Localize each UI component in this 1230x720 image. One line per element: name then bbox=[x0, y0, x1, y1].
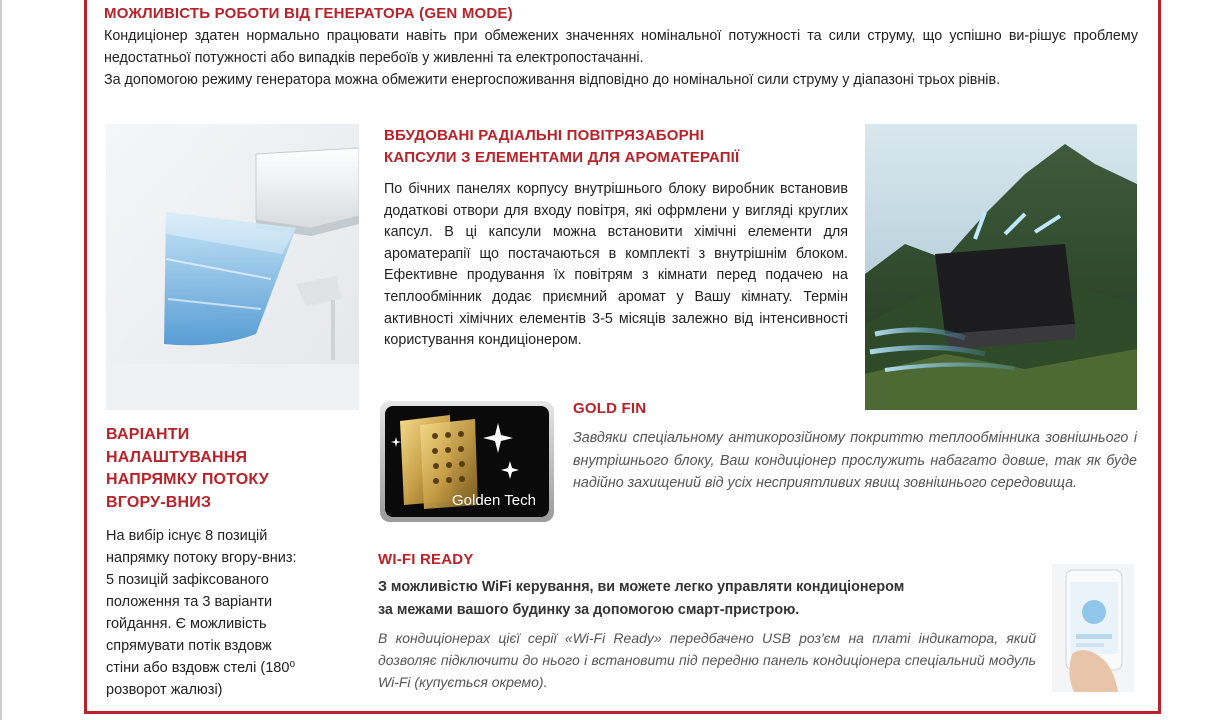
gold-fin-text: Завдяки спеціальному антикорозійному покриттю теплообмінника зовнішнього і внутрішнього блоку, Ваш кондиціонер прослужить набагато довше, так як буде надійно захищений від усіх несприятливих явищ зовнішнього середовища. bbox=[573, 430, 1137, 491]
golden-tech-badge bbox=[380, 401, 554, 522]
direction-text-line: спрямувати потік вздовж bbox=[106, 638, 272, 654]
capsules-title-line-2: КАПСУЛИ З ЕЛЕМЕНТАМИ ДЛЯ АРОМАТЕРАПІЇ bbox=[384, 149, 740, 166]
wifi-bold-line-1: З можливістю WiFi керування, ви можете легко управляти кондиціонером bbox=[378, 579, 905, 595]
direction-text bbox=[106, 525, 356, 701]
border-right bbox=[1158, 0, 1161, 714]
capsules-text: По бічних панелях корпусу внутрішнього блоку виробник встановив додаткові отвори для входу повітря, які офрмлени у вигляді круглих капсул. В ці капсули можна встановити хімічні елементи для ароматерапії що постачаються в комплекті з внутрішнім блоком. Ефективне продування їх повітрям з кімнати перед подачею на теплообмінник додає приємний аромат у Вашу кімнату. Термін активності хімічних елементів 3-5 місяців залежно від інтенсивності користування кондиціонером. bbox=[384, 181, 848, 349]
airflow-direction-image bbox=[106, 124, 359, 410]
direction-title-line: НАЛАШТУВАННЯ bbox=[106, 448, 248, 466]
mountain-unit-image bbox=[865, 124, 1137, 410]
wifi-text: В кондиціонерах цієї серії «Wi-Fi Ready» передбачено USB роз'єм на платі індикатора, який дозволяє підключити до нього і встановити під передню панель кондиціонера спеціальний модуль Wi-Fi (купується окремо). bbox=[378, 630, 1036, 690]
direction-title-line: ВАРІАНТИ bbox=[106, 426, 190, 443]
direction-title bbox=[106, 424, 326, 514]
wifi-bold-text bbox=[378, 576, 1018, 621]
direction-title-line: ВГОРУ-ВНИЗ bbox=[106, 493, 212, 511]
direction-text-line: стіни або вздовж стелі (180⁰ bbox=[106, 660, 296, 676]
direction-text-line: 5 позицій зафіксованого bbox=[106, 572, 269, 588]
border-left bbox=[84, 0, 87, 714]
wifi-bold-line-2: за межами вашого будинку за допомогою смарт-пристрою. bbox=[378, 601, 800, 618]
direction-text-line: розворот жалюзі) bbox=[106, 682, 223, 698]
smartphone-image bbox=[1052, 564, 1134, 692]
border-bottom bbox=[84, 711, 1161, 714]
direction-text-line: напрямку потоку вгору-вниз: bbox=[106, 550, 297, 566]
page-edge bbox=[0, 0, 2, 720]
direction-text-line: гойдання. Є можливість bbox=[106, 616, 267, 632]
gen-mode-text-2: За допомогою режиму генератора можна обмежити енергоспоживання відповідно до номінальної сили струму у діапазоні трьох рівнів. bbox=[104, 72, 1001, 88]
gold-fin-title: GOLD FIN bbox=[573, 400, 647, 417]
capsules-title-line-1: ВБУДОВАНІ РАДІАЛЬНІ ПОВІТРЯЗАБОРНІ bbox=[384, 127, 705, 144]
gen-mode-title: МОЖЛИВІСТЬ РОБОТИ ВІД ГЕНЕРАТОРА (GEN MODE) bbox=[104, 5, 513, 22]
direction-title-line: НАПРЯМКУ ПОТОКУ bbox=[106, 471, 269, 488]
capsules-title bbox=[384, 125, 844, 169]
gen-mode-text: Кондиціонер здатен нормально працювати навіть при обмежених значеннях номінальної потужності та сили струму, що успішно ви-рішує проблему недостатньої потужності або випадків перебоїв у живленні та електропостачанні. bbox=[104, 28, 1138, 66]
golden-tech-label: Golden Tech bbox=[452, 492, 536, 509]
direction-text-line: На вибір існує 8 позицій bbox=[106, 528, 268, 544]
direction-text-line: положення та 3 варіанти bbox=[106, 594, 273, 610]
wifi-title: WI-FI READY bbox=[378, 551, 474, 568]
